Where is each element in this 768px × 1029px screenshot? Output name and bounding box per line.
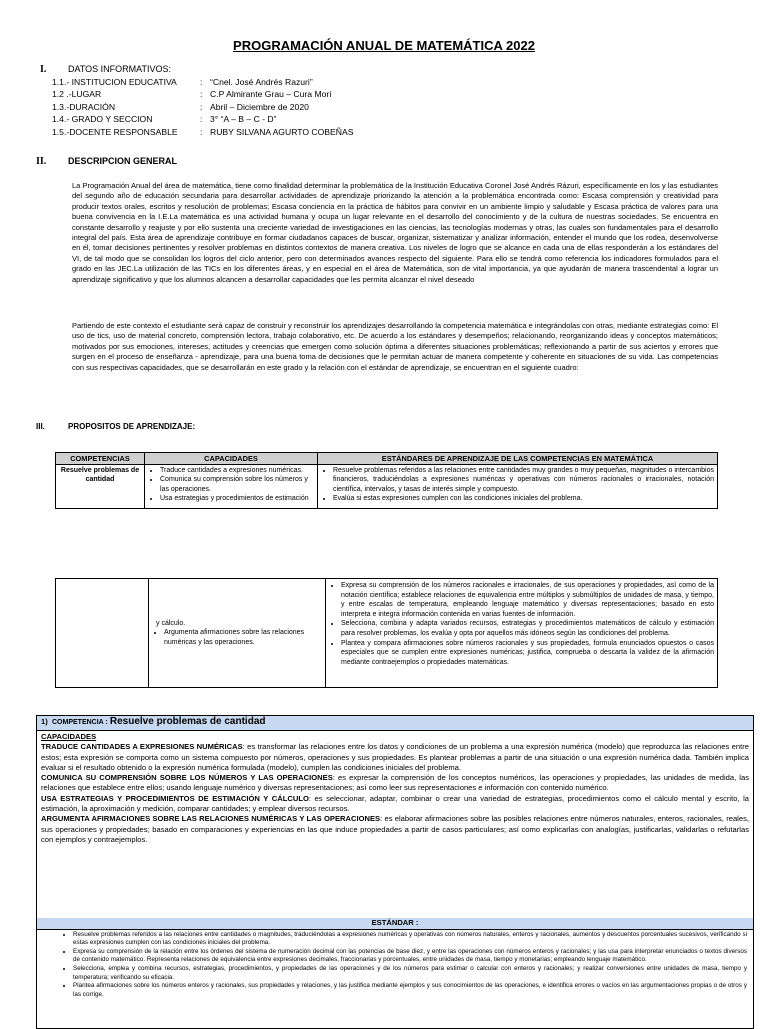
list-item: • Selecciona, emplea y combina recursos, estrategias, procedimientos, y propiedades de las operaciones y de los números para estimar o calcular con enteros y racionales; y realizar conversiones entre unidades de masa, tiempo y temperatura; verificando su eficacia. bbox=[73, 965, 747, 982]
capacidad-text: : es elaborar afirmaciones sobre las posibles relaciones entre números naturales, enteros, racionales, reales, sus operaciones y propiedades; basado en comparaciones y experiencias en las que induce propiedades a partir de casos particulares; así como explicarlas con analogías, justificarlas, validarlas o refutarlas con ejemplos y contraejemplos. bbox=[41, 814, 749, 844]
capacidad-heading: TRADUCE CANTIDADES A EXPRESIONES NUMÉRICAS bbox=[41, 742, 243, 752]
info-value: “Cnel. José Andrés Razuri” bbox=[210, 77, 313, 87]
estandares-cell bbox=[318, 465, 718, 509]
info-row bbox=[52, 88, 353, 100]
info-key: 1.5.-DOCENTE RESPONSABLE bbox=[52, 126, 178, 137]
estandar-header: ESTÁNDAR : bbox=[37, 918, 753, 930]
competencia-box bbox=[36, 715, 754, 920]
list-item: • Argumenta afirmaciones sobre las relaciones numéricas y las operaciones. bbox=[164, 628, 322, 647]
column-header: COMPETENCIAS bbox=[56, 453, 145, 465]
capacidad-item bbox=[41, 794, 749, 815]
capacidad-heading: ARGUMENTA AFIRMACIONES SOBRE LAS RELACIONES NUMÉRICAS Y LAS OPERACIONES bbox=[41, 814, 381, 824]
info-colon: : bbox=[200, 101, 203, 112]
capacidad-continuation: y cálculo. bbox=[156, 619, 186, 627]
list-item: • Expresa su comprensión de la relación entre los órdenes del sistema de numeración decimal con las potencias de base diez, y entre las operaciones con números enteros y racionales; y las usa para interpretar enunciados o textos diversos de contenido matemático. Representa relaciones de equivalencia entre expresiones decimales, fraccionarias y porcentuales, entre unidades de masa, tiempo y monetarias; empleando lenguaje matemático. bbox=[73, 948, 747, 965]
info-key: 1.1.- INSTITUCION EDUCATIVA bbox=[52, 77, 177, 87]
competencia-number: 1) bbox=[41, 717, 48, 726]
section-number: II. bbox=[36, 156, 47, 167]
info-list bbox=[52, 76, 353, 138]
section-1-heading bbox=[40, 64, 171, 75]
column-header: ESTÁNDARES DE APRENDIZAJE DE LAS COMPETENCIAS EN MATEMÁTICA bbox=[318, 453, 718, 465]
capacidad-heading: USA ESTRATEGIAS Y PROCEDIMIENTOS DE ESTIMACIÓN Y CÁLCULO bbox=[41, 793, 309, 803]
info-key: 1.3.-DURACIÓN bbox=[52, 101, 116, 112]
capacidad-item bbox=[41, 742, 749, 773]
competencia-name: Resuelve problemas de cantidad bbox=[109, 716, 266, 727]
list-item: • Evalúa si estas expresiones cumplen con las condiciones iniciales del problema. bbox=[333, 494, 714, 503]
purposes-table-continued bbox=[55, 578, 718, 688]
list-item: • Plantea afirmaciones sobre los números enteros y racionales, sus propiedades y relaciones, y las justifica mediante ejemplos y sus conocimientos de las operaciones, e identifica errores o vacíos en las argumentaciones propias o de otros y las corrige. bbox=[73, 982, 747, 999]
purposes-table bbox=[55, 452, 718, 509]
capacidad-text: : es seleccionar, adaptar, combinar o crear una variedad de estrategias, procedimientos como el cálculo mental y escrito, la estimación, la aproximación y medición, comparar cantidades; y emplear diversos recursos. bbox=[41, 793, 749, 814]
capacidad-text: : es expresar la comprensión de los conceptos numéricos, las operaciones y propiedades, las unidades de medida, las relaciones que establece entre ellos; usando lenguaje numérico y diversas representaciones; así como leer sus representaciones e información con contenido numérico. bbox=[41, 773, 750, 793]
info-colon: : bbox=[200, 77, 203, 87]
capacidad-text: : es transformar las relaciones entre los datos y condiciones de un problema a una expresión numérica (modelo) que reproduzca las relaciones entre estos; esta expresión se comporta como un sistema compuesto por números, operaciones y sus propiedades. Es plantear problemas a partir de una situación o una expresión numérica dada. También implica evaluar si el resultado obtenido o la expresión numérica formulada (modelo), cumplen las condiciones iniciales del problema. bbox=[41, 742, 749, 772]
info-value: Abril – Diciembre de 2020 bbox=[210, 101, 309, 112]
info-row bbox=[52, 113, 353, 125]
section-3-heading bbox=[36, 422, 195, 431]
description-paragraph-2: Partiendo de este contexto el estudiante será capaz de construir y reconstruir los aprendizajes desarrollando la competencia matemática e integrándolas con otras, mediante estrategias como: El uso de tics, uso de material concreto, comprensión lectora, trabajo colaborativo, etc. De acuerdo a los estándares y desempeños; relacionando, reorganizando ideas y conceptos matemáticos; motivados por sus emociones, intereses, actitudes y creencias que emergen como solución óptima a diferentes situaciones problemáticas; reflexionando a partir de sus aciertos y errores que surgen en el proceso de enseñanza - aprendizaje, para una buena toma de decisiones que le permitan actuar de manera competente y coherente en situaciones de su vida. Las competencias con sus respectivas capacidades, que se desarrollarán en este grado y la relación con el estándar de aprendizaje, se encuentran en el siguiente cuadro: bbox=[72, 321, 718, 372]
info-row bbox=[52, 76, 353, 88]
competencia-header bbox=[37, 716, 753, 731]
list-item: • Traduce cantidades a expresiones numéricas. bbox=[160, 466, 314, 475]
capacidad-heading: COMUNICA SU COMPRENSIÓN SOBRE LOS NÚMEROS Y LAS OPERACIONES bbox=[41, 773, 333, 783]
capacidades-cell bbox=[145, 465, 318, 509]
list-item: • Comunica su comprensión sobre los números y las operaciones. bbox=[160, 475, 314, 494]
list-item: • Plantea y compara afirmaciones sobre números racionales y sus propiedades, formula enunciados opuestos o casos especiales que se cumplen entre expresiones numéricas; justifica, comprueba o descarta la validez de la afirmación mediante contraejemplos o propiedades matemáticas. bbox=[341, 639, 714, 668]
competencia-cell bbox=[56, 579, 149, 688]
section-2-heading bbox=[36, 156, 177, 167]
capacidad-item bbox=[41, 773, 749, 794]
info-value: 3° “A – B – C - D” bbox=[210, 114, 277, 125]
info-colon: : bbox=[200, 126, 203, 137]
section-number: I. bbox=[40, 64, 47, 75]
info-value: C.P Almirante Grau – Cura Morí bbox=[210, 89, 332, 100]
competencia-cell: Resuelve problemas de cantidad bbox=[56, 465, 145, 509]
section-title: DATOS INFORMATIVOS: bbox=[68, 64, 172, 74]
table-row bbox=[56, 465, 718, 509]
section-title: DESCRIPCION GENERAL bbox=[68, 156, 178, 166]
info-value: RUBY SILVANA AGURTO COBEÑAS bbox=[210, 126, 354, 137]
competencia-label: COMPETENCIA : bbox=[52, 719, 108, 726]
list-item: • Usa estrategias y procedimientos de estimación bbox=[160, 494, 314, 503]
table-header-row bbox=[56, 453, 718, 465]
info-colon: : bbox=[200, 89, 203, 100]
description-paragraph-1: La Programación Anual del área de matemática, tiene como finalidad determinar la problemática de la Institución Educativa Coronel José Andrés Rázuri, específicamente en los y las estudiantes del segundo año de educación secundaria para desarrollar actividades de aprendizaje priorizando la atención a la problemática encontrada como: Escasa comprensión y creatividad para producir textos orales, escritos y resolución de problemas; Escasa conciencia en la práctica de hábitos para convivir en un ambiente limpio y saludable y Escasa práctica de valores para una buena convivencia en la I.E.La matemática es una actividad humana y ocupa un lugar relevante en el desarrollo del conocimiento y de la cultura de nuestras sociedades. Se encuentra en constante desarrollo y reajuste y por ello sustenta una creciente variedad de investigaciones en las ciencias, las tecnologías modernas y otras, las cuales son fundamentales para el desarrollo integral del país. Esta área de aprendizaje contribuye en formar ciudadanos capaces de buscar, organizar, sistematizar y analizar información, entender el mundo que los rodea, desenvolverse en él, tomar decisiones pertinentes y resolver problemas en distintos contextos de manera creativa. Los niveles de logro que se alcance en cada una de ellas responderán a los estándares del VI, de tal modo que se consolidan los logros del ciclo anterior, pero con determinados avances respecto del siguiente. Para ello se tendrá como referencia los indicadores formulados para el grado en las JEC.La utilización de las TICs en los diferentes áreas, y en especial en el área de Matemática, son de vital importancia, ya que ayudarán de manera trascendental a lograr un aprendizaje significativo y que los alumnos alcancen a desarrollar capacidades que les permita alcanzar el nivel deseado bbox=[72, 181, 718, 284]
info-row bbox=[52, 126, 353, 138]
estandares-cell bbox=[326, 579, 718, 688]
table-row bbox=[56, 579, 718, 688]
document-title: PROGRAMACIÓN ANUAL DE MATEMÁTICA 2022 bbox=[233, 38, 535, 53]
competencia-body bbox=[37, 731, 753, 846]
capacidades-cell bbox=[149, 579, 326, 688]
list-item: • Resuelve problemas referidos a las relaciones entre cantidades o magnitudes, traduciéndolas a expresiones numéricas y operativas con números naturales, enteros y racionales, aumentos y descuentos porcentuales sucesivos, verificando si estas expresiones cumplen con las condiciones iniciales del problema. bbox=[73, 931, 747, 948]
list-item: • Resuelve problemas referidos a las relaciones entre cantidades muy grandes o muy pequeñas, magnitudes o intercambios financieros, traduciéndolas a expresiones numéricas y operativas con números racionales o irracionales, notación científica, intervalos, y tasas de interés simple y compuesto. bbox=[333, 466, 714, 494]
list-item: • Selecciona, combina y adapta variados recursos, estrategias y procedimientos matemáticos de cálculo y estimación para resolver problemas, los evalúa y opta por aquellos más idóneos según las condiciones del problema. bbox=[341, 619, 714, 638]
section-number: III. bbox=[36, 422, 45, 431]
info-key: 1.4.- GRADO Y SECCION bbox=[52, 114, 153, 125]
estandar-list bbox=[37, 930, 753, 1000]
capacidades-title: CAPACIDADES bbox=[41, 732, 97, 741]
list-item: • Expresa su comprensión de los números racionales e irracionales, de sus operaciones y propiedades, así como de la notación científica; establece relaciones de equivalencia entre múltiplos y submúltiplos de unidades de masa, y tiempo, y entre escalas de temperatura, empleando lenguaje matemático y diversas representaciones; basado en esto interpreta e integra información contenida en varias fuentes de información. bbox=[341, 581, 714, 619]
column-header: CAPACIDADES bbox=[145, 453, 318, 465]
section-title: PROPOSITOS DE APRENDIZAJE: bbox=[68, 422, 196, 431]
info-row bbox=[52, 101, 353, 113]
estandar-box bbox=[36, 918, 754, 1029]
capacidad-item bbox=[41, 814, 749, 845]
info-colon: : bbox=[200, 114, 203, 125]
info-key: 1.2 .-LUGAR bbox=[52, 89, 102, 100]
